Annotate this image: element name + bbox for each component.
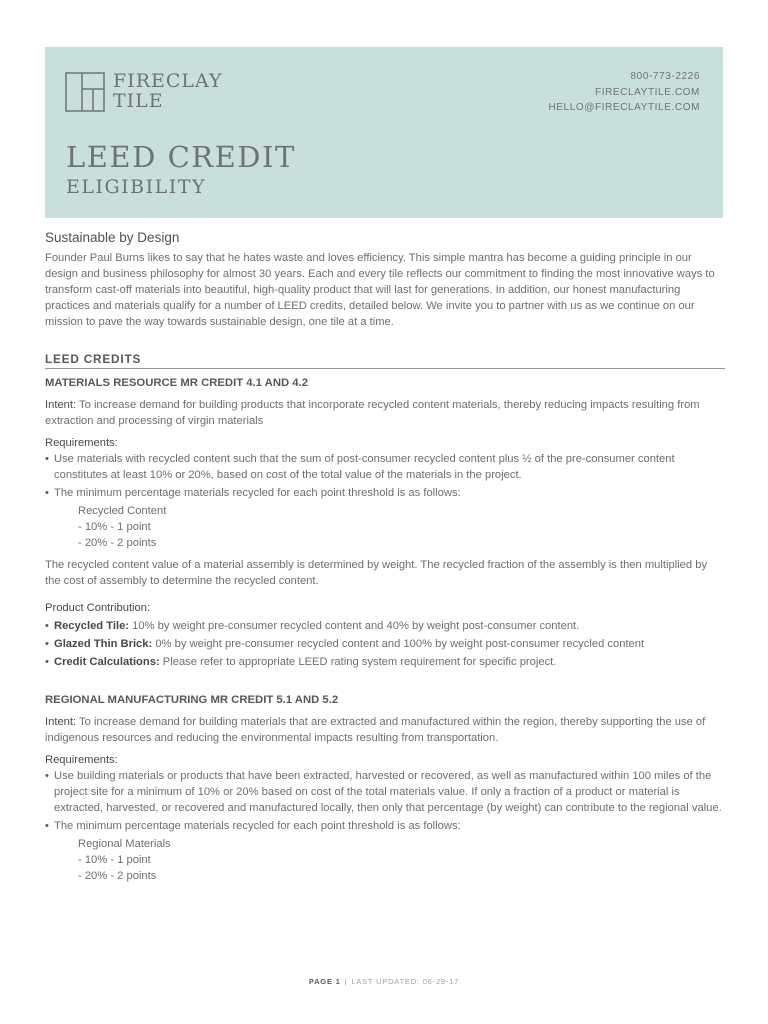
- contact-info: [548, 69, 700, 116]
- contribution-label: Credit Calculations:: [54, 656, 160, 668]
- fireclay-logo-icon: [65, 72, 105, 112]
- contribution-label: Recycled Tile:: [54, 620, 130, 632]
- page-footer: [0, 977, 768, 986]
- leed-credits-heading: LEED CREDITS: [45, 351, 725, 369]
- intro-paragraph: Founder Paul Burns likes to say that he hates waste and loves efficiency. This simple mantra has become a guiding principle in our design and business philosophy for almost 30 years. Each and every tile reflects our commitment to finding the most innovative ways to transform cast-off materials into beautiful, high-quality product that will last for generations. In addition, our honest manufacturing practices and materials qualify for a number of LEED credits, detailed below. We invite you to partner with us as we continue on our mission to pave the way towards sustainable design, one tile at a time.: [45, 252, 715, 328]
- threshold-item: - 10% - 1 point: [78, 854, 151, 866]
- contribution-text: Please refer to appropriate LEED rating system requirement for specific project.: [159, 656, 557, 668]
- mr4-note: The recycled content value of a material assembly is determined by weight. The recycled fraction of the assembly is then multiplied by the cost of assembly to determine the recycled content.: [45, 559, 708, 587]
- mr5-thresholds: [45, 836, 725, 884]
- threshold-item: - 20% - 2 points: [78, 870, 157, 882]
- contribution-label: Glazed Thin Brick:: [54, 638, 153, 650]
- list-item: [45, 636, 725, 652]
- mr4-intent-text: To increase demand for building products that incorporate recycled content materials, thereby reducing impacts resulting from extraction and processing of virgin materials: [45, 399, 700, 427]
- intro-heading: Sustainable by Design: [45, 230, 180, 245]
- mr5-requirements-label: Requirements:: [45, 754, 118, 766]
- mr5-intent: [45, 714, 725, 746]
- list-item: • Use building materials or products that have been extracted, harvested or recovered, as well as manufactured within 100 miles of the project site for a minimum of 10% or 20% based on cost of the total materials value. If only a fraction of a product or material is extracted, harvested, or recovered and manufactured locally, then only that percentage (by weight) can contribute to the regional value.: [45, 768, 725, 816]
- threshold-item: - 20% - 2 points: [78, 537, 157, 549]
- mr5-threshold-title: Regional Materials: [78, 838, 171, 850]
- mr4-intent: [45, 397, 725, 429]
- website-link[interactable]: FIRECLAYTILE.COM: [595, 86, 700, 98]
- mr4-requirements-list: [45, 451, 725, 501]
- contribution-text: 10% by weight pre-consumer recycled content and 40% by weight post-consumer content.: [129, 620, 580, 632]
- mr4-thresholds: [45, 503, 725, 551]
- list-item: • The minimum percentage materials recycled for each point threshold is as follows:: [45, 818, 725, 834]
- document-title: [66, 141, 296, 200]
- contribution-text: 0% by weight pre-consumer recycled content and 100% by weight post-consumer recycled content: [152, 638, 645, 650]
- list-item: [45, 618, 725, 634]
- logo-line-1: FIRECLAY: [113, 70, 223, 92]
- mr4-threshold-title: Recycled Content: [78, 505, 167, 517]
- mr4-intent-label: Intent:: [45, 399, 77, 411]
- title-line-2: ELIGIBILITY: [66, 176, 206, 198]
- list-item: • Use materials with recycled content such that the sum of post-consumer recycled content plus ½ of the pre-consumer content constitutes at least 10% or 20%, based on cost of the total value of the materials in the project.: [45, 451, 725, 483]
- mr5-title: REGIONAL MANUFACTURING MR CREDIT 5.1 AND 5.2: [45, 694, 339, 706]
- mr4-requirements-label: Requirements:: [45, 437, 118, 449]
- phone-number: 800-773-2226: [630, 71, 700, 82]
- list-item: [45, 654, 725, 670]
- page-number: PAGE 1: [308, 977, 341, 986]
- title-line-1: LEED CREDIT: [66, 140, 296, 174]
- logo: [65, 72, 225, 114]
- last-updated: LAST UPDATED: 06-29-17: [351, 977, 460, 986]
- footer-separator: |: [344, 977, 348, 986]
- mr4-title: MATERIALS RESOURCE MR CREDIT 4.1 AND 4.2: [45, 377, 308, 389]
- email-link[interactable]: HELLO@FIRECLAYTILE.COM: [548, 102, 700, 113]
- mr5-intent-label: Intent:: [45, 716, 77, 728]
- mr4-contribution-label: Product Contribution:: [45, 602, 151, 614]
- mr5-intent-text: To increase demand for building materials that are extracted and manufactured within the region, thereby supporting the use of indigenous resources and reducing the environmental impacts resulting from transportation.: [45, 716, 706, 744]
- logo-line-2: TILE: [113, 90, 164, 112]
- mr4-contribution-list: [45, 618, 725, 670]
- logo-wordmark: [113, 71, 223, 111]
- threshold-item: - 10% - 1 point: [78, 521, 151, 533]
- mr5-requirements-list: [45, 768, 725, 834]
- list-item: • The minimum percentage materials recycled for each point threshold is as follows:: [45, 485, 725, 501]
- document-body: [45, 228, 725, 884]
- header-banner: [45, 47, 723, 218]
